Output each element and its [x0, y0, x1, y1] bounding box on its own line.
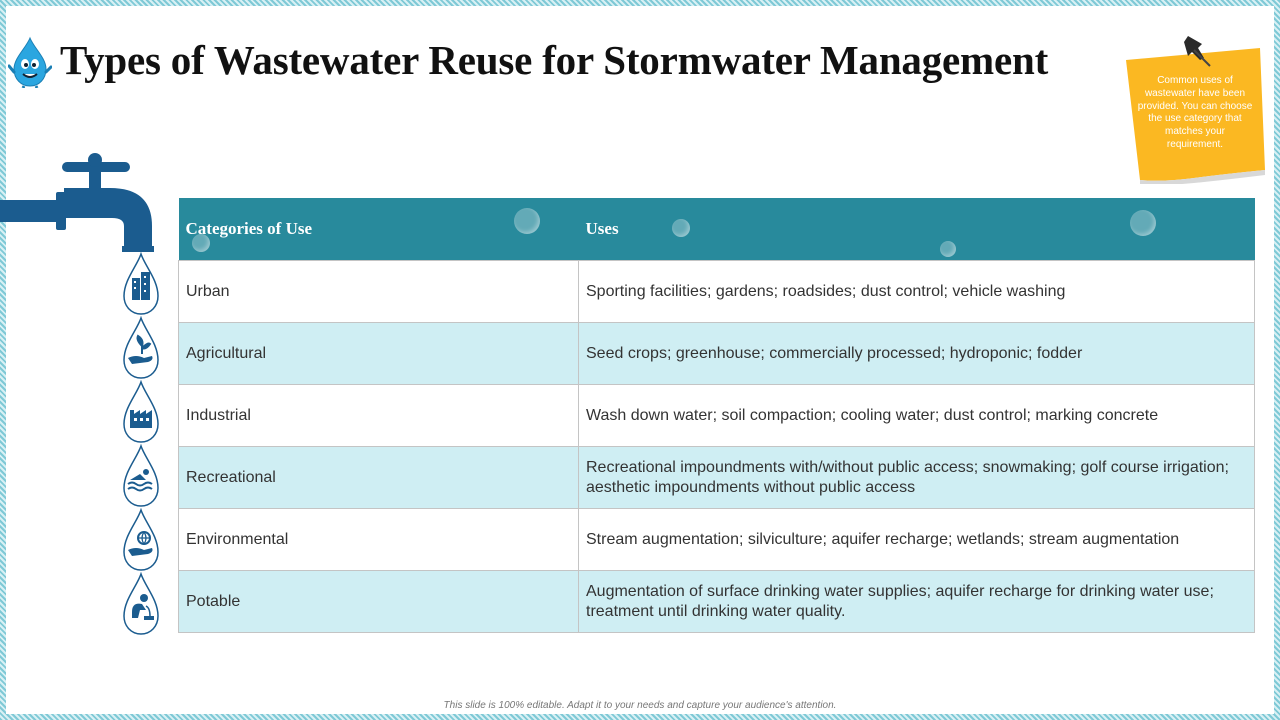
table-row [179, 447, 1255, 509]
buildings-icon [118, 252, 164, 316]
drinking-fountain-icon [118, 572, 164, 636]
page-title: Types of Wastewater Reuse for Stormwater Management [60, 37, 1049, 83]
plant-hand-icon [118, 316, 164, 380]
table-row [179, 323, 1255, 385]
note-text: Common uses of wastewater have been provided. You can choose the use category that matches your requirement. [1137, 75, 1253, 150]
globe-hand-icon [118, 508, 164, 572]
table-row [179, 385, 1255, 447]
swimmer-icon [118, 444, 164, 508]
uses-cell: Augmentation of surface drinking water supplies; aquifer recharge for drinking water use; treatment until drinking water quality. [579, 571, 1255, 633]
category-cell: Agricultural [179, 323, 579, 385]
category-cell: Urban [179, 261, 579, 323]
table-row [179, 261, 1255, 323]
category-cell: Environmental [179, 509, 579, 571]
bubble-decoration [672, 219, 690, 237]
footer-note: This slide is 100% editable. Adapt it to your needs and capture your audience's attention. [443, 700, 837, 711]
category-cell: Industrial [179, 385, 579, 447]
pushpin-icon [1180, 32, 1214, 72]
uses-cell: Stream augmentation; silviculture; aquifer recharge; wetlands; stream augmentation [579, 509, 1255, 571]
bubble-decoration [192, 234, 210, 252]
uses-table [178, 198, 1255, 633]
uses-cell: Wash down water; soil compaction; cooling water; dust control; marking concrete [579, 385, 1255, 447]
header-categories: Categories of Use [179, 198, 579, 261]
uses-cell: Sporting facilities; gardens; roadsides; dust control; vehicle washing [579, 261, 1255, 323]
table-row [179, 509, 1255, 571]
header-uses: Uses [579, 198, 1255, 261]
bubble-decoration [514, 208, 540, 234]
uses-cell: Recreational impoundments with/without public access; snowmaking; golf course irrigation; aesthetic impoundments without public access [579, 447, 1255, 509]
uses-cell: Seed crops; greenhouse; commercially processed; hydroponic; fodder [579, 323, 1255, 385]
table-row [179, 571, 1255, 633]
category-cell: Recreational [179, 447, 579, 509]
bubble-decoration [1130, 210, 1156, 236]
table-header-row [179, 198, 1255, 261]
factory-icon [118, 380, 164, 444]
faucet-icon [0, 152, 160, 254]
bubble-decoration [940, 241, 956, 257]
category-cell: Potable [179, 571, 579, 633]
water-drop-mascot-icon [8, 36, 52, 88]
